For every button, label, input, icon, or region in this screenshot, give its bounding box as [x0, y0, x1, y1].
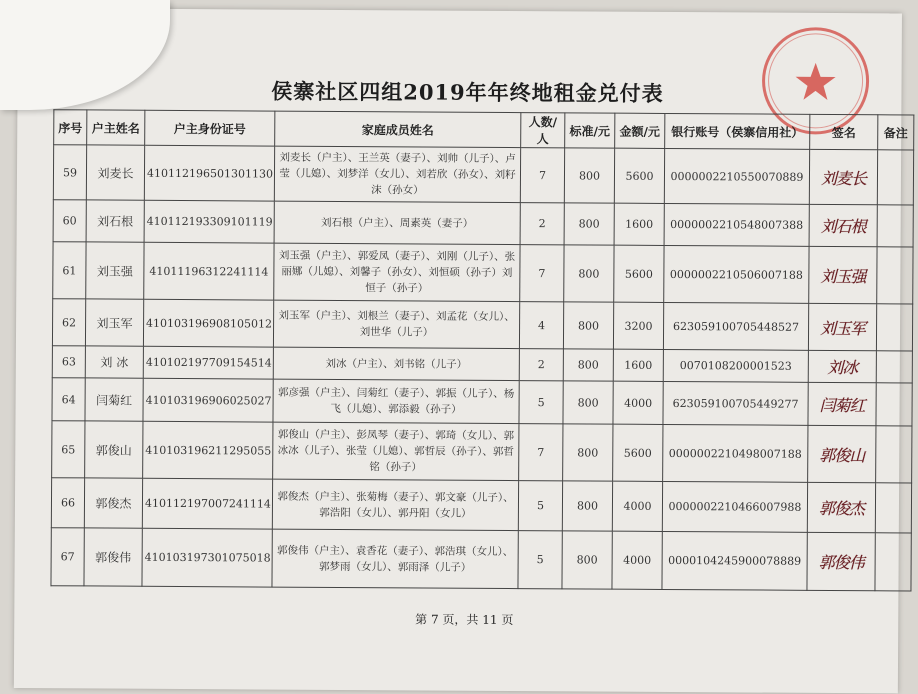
head-of-household-cell: 刘石根: [86, 200, 144, 242]
family-members-cell: 郭彦强（户主）、闫菊红（妻子）、郭振（儿子）、杨飞（儿媳）、郭添毅（孙子）: [273, 379, 519, 424]
id-number-cell: 410103196908105012: [143, 299, 273, 347]
remark-cell: [876, 426, 912, 483]
amount-cell: 1600: [614, 203, 664, 245]
bank-account-cell: 0000002210466007988: [662, 481, 807, 532]
id-number-cell: 410112197007241114: [142, 478, 272, 529]
head-of-household-cell: 闫菊红: [85, 378, 143, 421]
member-count-cell: 2: [519, 349, 563, 381]
head-of-household-cell: 刘玉强: [86, 242, 144, 299]
amount-cell: 4000: [613, 381, 663, 424]
table-row: [53, 242, 913, 304]
signature-cell: 刘玉军: [808, 303, 876, 350]
family-members-cell: 郭俊山（户主）、彭凤琴（妻子）、郭琦（女儿）、郭冰冰（儿子）、张莹（儿媳）、郭哲辰（孙子）、郭哲铭（孙子）: [273, 422, 519, 481]
table-row: [53, 145, 913, 205]
member-count-cell: 2: [520, 203, 564, 245]
table-header-row: [54, 110, 914, 150]
header-id-number: 户主身份证号: [145, 110, 275, 146]
amount-cell: 3200: [613, 302, 663, 349]
remark-cell: [877, 205, 913, 247]
amount-cell: 5600: [614, 148, 664, 203]
standard-rate-cell: 800: [563, 302, 613, 349]
standard-rate-cell: 800: [564, 245, 614, 302]
amount-cell: 1600: [613, 349, 663, 381]
standard-rate-cell: 800: [563, 424, 613, 481]
remark-cell: [877, 150, 913, 205]
table-row: [53, 200, 913, 247]
bank-account-cell: 0000002210548007388: [664, 203, 809, 246]
signature-cell: 郭俊伟: [807, 532, 875, 590]
member-count-cell: 7: [520, 148, 564, 203]
signature-cell: 刘石根: [809, 204, 877, 246]
remark-cell: [875, 533, 911, 591]
family-members-cell: 郭俊杰（户主）、张菊梅（妻子）、郭文豪（儿子）、郭浩阳（女儿）、郭丹阳（女儿）: [272, 479, 518, 531]
document-title: 侯寨社区四组2019年年终地租金兑付表: [271, 78, 664, 106]
row-number-cell: 61: [53, 242, 86, 299]
family-members-cell: 刘玉军（户主）、刘根兰（妻子）、刘孟花（女儿）、刘世华（儿子）: [273, 300, 519, 349]
member-count-cell: 4: [519, 302, 563, 349]
header-members: 家庭成员姓名: [275, 111, 521, 148]
row-number-cell: 63: [52, 346, 85, 378]
signature-cell: 刘玉强: [809, 246, 877, 303]
header-bank-account: 银行账号（侯寨信用社）: [665, 113, 810, 149]
bank-account-cell: 0000104245900078889: [662, 531, 807, 590]
bank-account-cell: 0070108200001523: [663, 349, 808, 382]
signature-cell: 郭俊杰: [807, 482, 875, 532]
remark-cell: [876, 383, 912, 426]
id-number-cell: 410112196501301130: [144, 145, 274, 201]
row-number-cell: 59: [53, 145, 86, 200]
amount-cell: 5600: [613, 424, 663, 481]
head-of-household-cell: 郭俊山: [85, 421, 143, 478]
standard-rate-cell: 800: [563, 381, 613, 424]
standard-rate-cell: 800: [562, 531, 612, 589]
paper-sheet: [14, 8, 908, 693]
amount-cell: 5600: [614, 245, 664, 302]
member-count-cell: 7: [519, 424, 563, 481]
head-of-household-cell: 刘麦长: [86, 145, 144, 200]
table-row: [52, 421, 912, 483]
id-number-cell: 410103196211295055: [143, 421, 273, 479]
standard-rate-cell: 800: [564, 148, 614, 203]
bank-account-cell: 0000002210550070889: [664, 148, 809, 204]
header-remark: 备注: [878, 115, 914, 150]
header-standard: 标准/元: [565, 113, 615, 148]
table-row: [52, 378, 912, 426]
header-amount: 金额/元: [615, 113, 665, 148]
row-number-cell: 64: [52, 378, 85, 421]
id-number-cell: 410112193309101119: [144, 200, 274, 243]
row-number-cell: 65: [52, 421, 85, 478]
family-members-cell: 刘冰（户主）、刘书铭（儿子）: [273, 347, 519, 381]
page-indicator: 第 7 页，共 11 页: [415, 612, 514, 628]
rent-payment-table: [50, 109, 914, 591]
member-count-cell: 7: [520, 245, 564, 302]
head-of-household-cell: 郭俊杰: [84, 478, 142, 528]
signature-cell: 刘麦长: [809, 149, 877, 204]
standard-rate-cell: 800: [562, 481, 612, 531]
id-number-cell: 410102197709154514: [143, 346, 273, 379]
remark-cell: [875, 483, 911, 533]
table-row: [51, 478, 911, 533]
row-number-cell: 67: [51, 528, 84, 586]
table-row: [52, 299, 912, 351]
family-members-cell: 刘石根（户主）、周素英（妻子）: [274, 201, 520, 245]
signature-cell: 郭俊山: [808, 425, 876, 482]
head-of-household-cell: 郭俊伟: [84, 528, 142, 586]
bank-account-cell: 0000002210498007188: [663, 424, 808, 482]
head-of-household-cell: 刘 冰: [85, 346, 143, 378]
member-count-cell: 5: [519, 381, 563, 424]
signature-cell: 刘冰: [808, 350, 876, 382]
row-number-cell: 60: [53, 200, 86, 242]
amount-cell: 4000: [612, 531, 662, 589]
bank-account-cell: 623059100705448527: [663, 302, 808, 350]
standard-rate-cell: 800: [564, 203, 614, 245]
id-number-cell: 410103196906025027: [143, 378, 273, 422]
remark-cell: [877, 247, 913, 304]
row-number-cell: 66: [51, 478, 84, 528]
header-no: 序号: [54, 110, 87, 145]
amount-cell: 4000: [612, 481, 662, 531]
bank-account-cell: 0000002210506007188: [664, 245, 809, 303]
signature-cell: 闫菊红: [808, 382, 876, 425]
family-members-cell: 刘玉强（户主）、郭爱凤（妻子）、刘刚（儿子）、张丽娜（儿媳）、刘馨子（孙女）、刘恒硕（孙子）刘恒子（孙子）: [274, 243, 520, 302]
header-head-name: 户主姓名: [87, 110, 145, 145]
row-number-cell: 62: [52, 299, 85, 346]
family-members-cell: 郭俊伟（户主）、袁香花（妻子）、郭浩琪（女儿）、郭梦雨（女儿）、郭雨泽（儿子）: [272, 529, 518, 589]
head-of-household-cell: 刘玉军: [85, 299, 143, 346]
bank-account-cell: 623059100705449277: [663, 381, 808, 425]
table-row: [52, 346, 912, 383]
remark-cell: [876, 304, 912, 351]
id-number-cell: 41011196312241114: [144, 242, 274, 300]
header-signature: 签名: [810, 114, 878, 149]
standard-rate-cell: 800: [563, 349, 613, 381]
member-count-cell: 5: [518, 481, 562, 531]
remark-cell: [876, 351, 912, 383]
family-members-cell: 刘麦长（户主）、王兰英（妻子）、刘帅（儿子）、卢莹（儿媳）、刘梦洋（女儿）、刘若欣（孙女）、刘籽沫（孙女）: [274, 146, 520, 203]
table-row: [51, 528, 911, 591]
id-number-cell: 410103197301075018: [142, 528, 272, 587]
header-count: 人数/人: [521, 113, 565, 148]
member-count-cell: 5: [518, 531, 562, 589]
